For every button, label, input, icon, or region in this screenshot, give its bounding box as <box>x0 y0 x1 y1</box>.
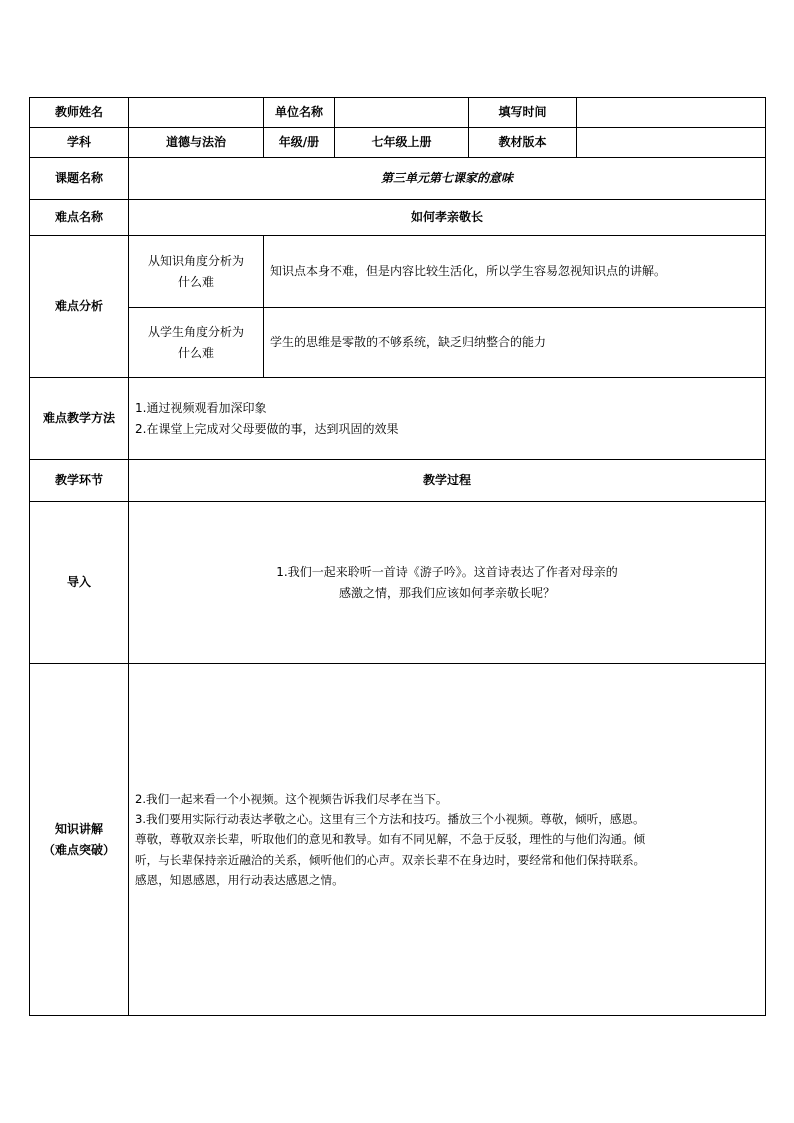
unit-name-label: 单位名称 <box>264 98 335 128</box>
lesson-plan-table <box>29 97 766 1016</box>
fill-time-label: 填写时间 <box>469 98 577 128</box>
student-angle-label-line1: 从学生角度分析为 <box>147 324 244 339</box>
subject-value: 道德与法治 <box>129 128 264 158</box>
knowledge-angle-label-line2: 什么难 <box>177 274 214 289</box>
teaching-stage-label: 教学环节 <box>30 460 129 502</box>
subject-label: 学科 <box>30 128 129 158</box>
grade-label: 年级/册 <box>264 128 335 158</box>
method-item: 1.通过视频观看加深印象 <box>135 400 267 415</box>
knowledge-label-line2: （难点突破） <box>42 842 115 857</box>
knowledge-angle-text: 知识点本身不难，但是内容比较生活化，所以学生容易忽视知识点的讲解。 <box>264 236 766 308</box>
knowledge-label <box>30 664 129 1016</box>
intro-content <box>129 502 766 664</box>
process-header-row <box>30 460 766 502</box>
analysis-label: 难点分析 <box>30 236 129 378</box>
difficulty-value: 如何孝亲敬长 <box>129 200 766 236</box>
difficulty-label: 难点名称 <box>30 200 129 236</box>
knowledge-line: 感恩，知恩感恩，用行动表达感恩之情。 <box>135 872 344 887</box>
intro-line: 1.我们一起来聆听一首诗《游子吟》。这首诗表达了作者对母亲的 <box>276 564 618 579</box>
knowledge-content <box>129 664 766 1016</box>
header-row-2 <box>30 128 766 158</box>
topic-row <box>30 158 766 200</box>
analysis-row-knowledge <box>30 236 766 308</box>
methods-content <box>129 378 766 460</box>
knowledge-angle-label <box>129 236 264 308</box>
teaching-process-label: 教学过程 <box>129 460 766 502</box>
knowledge-line: 3.我们要用实际行动表达孝敬之心。这里有三个方法和技巧。播放三个小视频。尊敬，倾听，感恩。 <box>135 812 645 827</box>
knowledge-row <box>30 664 766 1016</box>
topic-label: 课题名称 <box>30 158 129 200</box>
method-item: 2.在课堂上完成对父母要做的事，达到巩固的效果 <box>135 421 399 436</box>
analysis-row-student <box>30 308 766 378</box>
student-angle-text: 学生的思维是零散的不够系统，缺乏归纳整合的能力 <box>264 308 766 378</box>
knowledge-label-line1: 知识讲解 <box>54 821 103 836</box>
student-angle-label-line2: 什么难 <box>177 345 214 360</box>
topic-value: 第三单元第七课家的意味 <box>129 158 766 200</box>
grade-value: 七年级上册 <box>335 128 469 158</box>
knowledge-line: 听，与长辈保持亲近融洽的关系，倾听他们的心声。双亲长辈不在身边时，要经常和他们保持联系。 <box>135 852 646 867</box>
unit-name-value <box>335 98 469 128</box>
methods-row <box>30 378 766 460</box>
student-angle-label <box>129 308 264 378</box>
intro-label: 导入 <box>30 502 129 664</box>
edition-value <box>577 128 766 158</box>
difficulty-row <box>30 200 766 236</box>
methods-label: 难点教学方法 <box>30 378 129 460</box>
fill-time-value <box>577 98 766 128</box>
teacher-name-label: 教师姓名 <box>30 98 129 128</box>
knowledge-angle-label-line1: 从知识角度分析为 <box>147 253 244 268</box>
knowledge-line: 2.我们一起来看一个小视频。这个视频告诉我们尽孝在当下。 <box>135 791 448 806</box>
intro-line: 感激之情，那我们应该如何孝亲敬长呢？ <box>338 585 555 600</box>
knowledge-line: 尊敬，尊敬双亲长辈，听取他们的意见和教导。如有不同见解，不急于反驳，理性的与他们沟通。倾 <box>135 832 646 847</box>
header-row-1 <box>30 98 766 128</box>
teacher-name-value <box>129 98 264 128</box>
intro-row <box>30 502 766 664</box>
edition-label: 教材版本 <box>469 128 577 158</box>
